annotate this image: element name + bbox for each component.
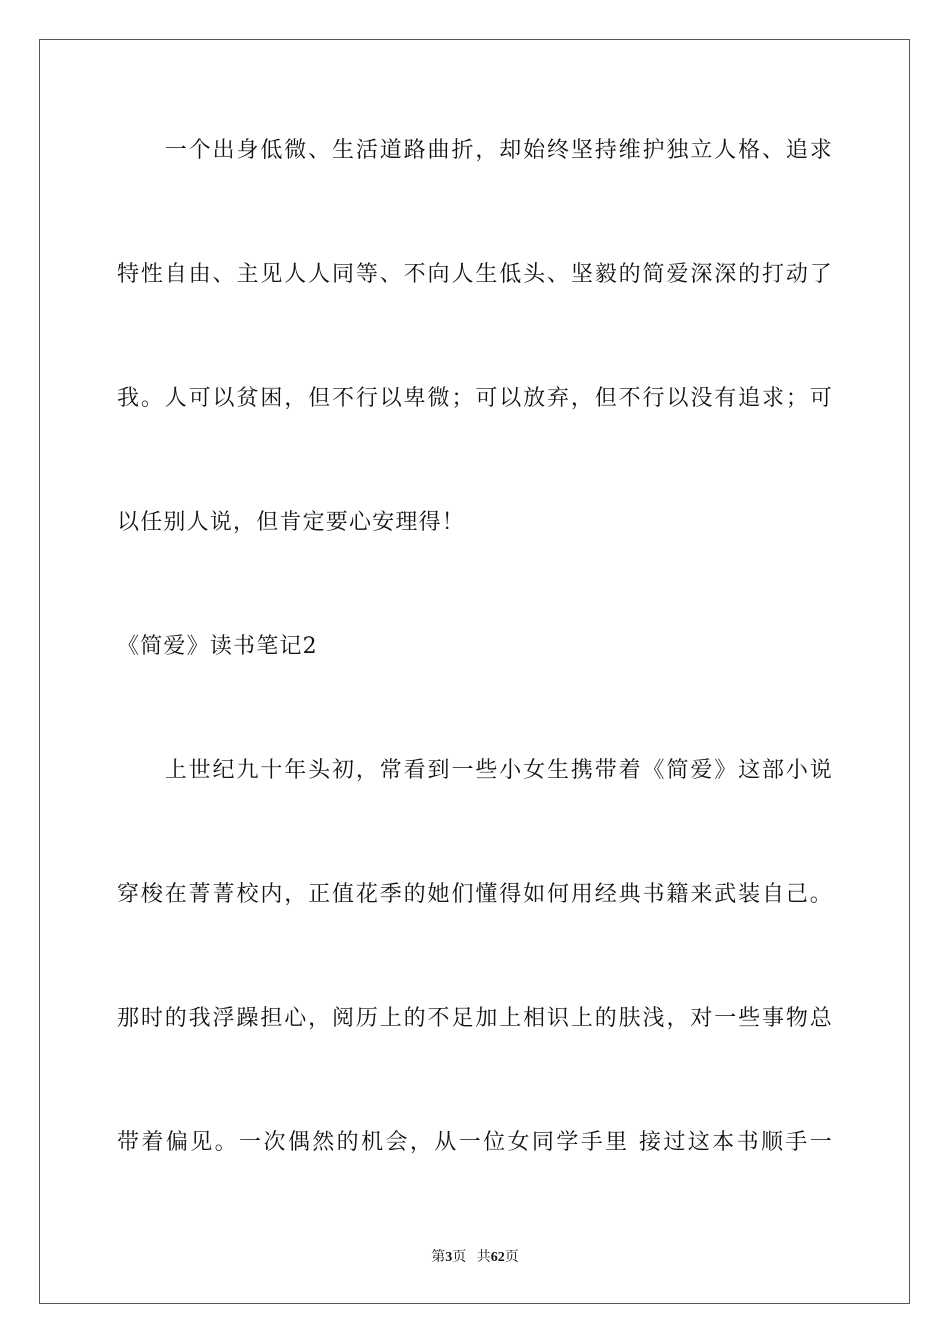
paragraph-line: 我。人可以贫困，但不行以卑微；可以放弃，但不行以没有追求；可 [117,386,833,411]
paragraph-line: 上世纪九十年头初，常看到一些小女生携带着《简爱》这部小说 [117,758,833,783]
total-suffix: 页 [504,1250,519,1265]
page-suffix: 页 [452,1250,467,1265]
paragraph-line: 一个出身低微、生活道路曲折，却始终坚持维护独立人格、追求 [117,138,833,163]
paragraph-line: 特性自由、主见人人同等、不向人生低头、坚毅的简爱深深的打动了 [117,262,833,287]
page-prefix: 第 [431,1250,446,1265]
total-pages: 62 [490,1250,505,1265]
paragraph-line: 那时的我浮躁担心，阅历上的不足加上相识上的肤浅，对一些事物总 [117,1006,833,1031]
total-prefix: 共 [476,1250,491,1265]
page-number: 3 [445,1250,453,1265]
paragraph-line: 带着偏见。一次偶然的机会，从一位女同学手里 接过这本书顺手一 [117,1130,833,1155]
paragraph-line: 穿梭在菁菁校内，正值花季的她们懂得如何用经典书籍来武装自己。 [117,882,833,907]
page-border [39,39,910,1304]
section-heading: 《简爱》读书笔记2 [117,634,318,659]
page-footer [0,1246,950,1266]
paragraph-line: 以任别人说，但肯定要心安理得！ [117,510,466,535]
